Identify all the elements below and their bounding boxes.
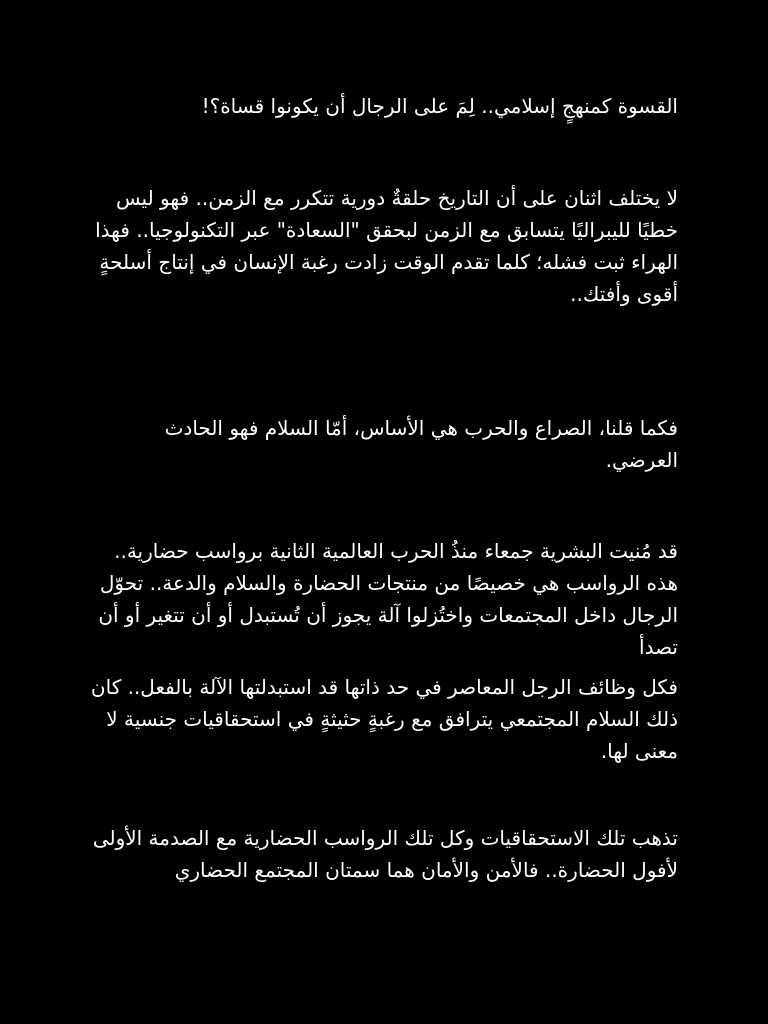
paragraph-3: قد مُنيت البشرية جمعاء منذُ الحرب العالمية الثانية برواسب حضارية.. هذه الرواسب هي خصيصًا من منتجات الحضارة والسلام والدعة.. تحوّل الرجال داخل المجتمعات واختُزلوا آلة يجوز أن تُستبدل أو أن تتغير أو أن تصدأ	[98, 539, 678, 659]
paragraph-2: فكما قلنا، الصراع والحرب هي الأساس، أمّا السلام فهو الحادث العرضي.	[164, 416, 678, 472]
paragraph-4: فكل وظائف الرجل المعاصر في حد ذاتها قد استبدلتها الآلة بالفعل.. كان ذلك السلام المجتمعي يترافق مع رغبةٍ حثيثةٍ في استحقاقيات جنسية لا معنى لها.	[90, 675, 678, 763]
paragraph-5: تذهب تلك الاستحقاقيات وكل تلك الرواسب الحضارية مع الصدمة الأولى لأفول الحضارة.. فالأمن والأمان هما سمتان المجتمع الحضاري	[92, 826, 678, 882]
paragraph-1: لا يختلف اثنان على أن التاريخ حلقةٌ دورية تتكرر مع الزمن.. فهو ليس خطيًا لليبراليًا يتسابق مع الزمن لبحقق "السعادة" عبر التكنولوجيا.. فهذا الهراء ثبت فشله؛ كلما تقدم الوقت زادت رغبة الإنسان في إنتاج أسلحةٍ أقوى وأفتك..	[95, 186, 678, 306]
article-title: القسوة كمنهجٍ إسلامي.. لِمَ على الرجال أن يكونوا قساة؟!	[201, 94, 678, 118]
